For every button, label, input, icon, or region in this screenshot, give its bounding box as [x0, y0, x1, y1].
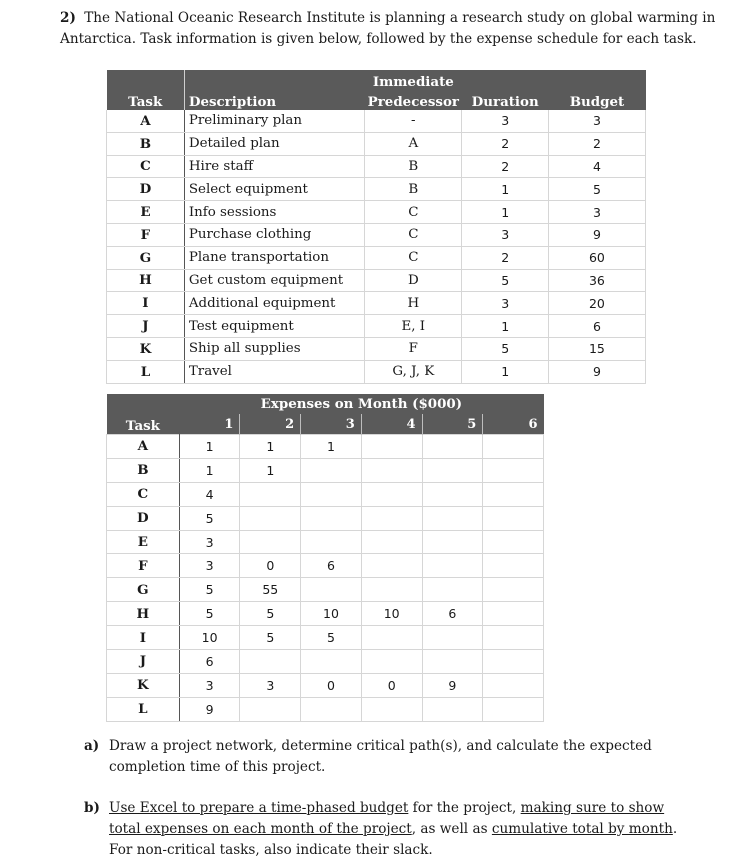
expense-task-cell: A	[107, 435, 180, 459]
question-b-part5: cumulative total by month	[491, 821, 673, 837]
expense-cell	[301, 482, 362, 506]
question-b-label: b)	[84, 800, 100, 816]
predecessor-cell: G, J, K	[365, 360, 462, 383]
expense-cell	[422, 554, 483, 578]
expense-task-cell: G	[107, 578, 180, 602]
question-b-text	[109, 798, 684, 861]
duration-cell: 3	[462, 110, 548, 132]
expense-task-cell: I	[107, 626, 180, 650]
expense-cell: 1	[240, 458, 301, 482]
task-row	[107, 337, 646, 360]
question-b	[84, 798, 684, 861]
duration-cell: 1	[462, 178, 548, 201]
expense-row	[107, 697, 544, 721]
budget-cell: 2	[548, 132, 645, 155]
predecessor-cell: D	[365, 269, 462, 292]
predecessor-cell: E, I	[365, 315, 462, 338]
task-cell: G	[107, 246, 185, 269]
expense-table	[106, 394, 544, 722]
budget-cell: 20	[548, 292, 645, 315]
task-cell: H	[107, 269, 185, 292]
budget-cell: 15	[548, 337, 645, 360]
expense-cell	[361, 554, 422, 578]
expense-title: Expenses on Month ($000)	[179, 394, 543, 414]
task-cell: A	[107, 110, 185, 132]
header-budget: Budget	[548, 90, 645, 110]
description-cell: Ship all supplies	[184, 337, 364, 360]
description-cell: Test equipment	[184, 315, 364, 338]
predecessor-cell: C	[365, 201, 462, 224]
expense-cell	[240, 482, 301, 506]
month-header-2: 2	[240, 414, 301, 435]
expense-cell	[422, 482, 483, 506]
expense-cell: 10	[361, 602, 422, 626]
expense-cell: 3	[179, 554, 240, 578]
description-cell: Travel	[184, 360, 364, 383]
description-cell: Preliminary plan	[184, 110, 364, 132]
month-header-6: 6	[483, 414, 544, 435]
expense-cell	[483, 602, 544, 626]
budget-cell: 60	[548, 246, 645, 269]
task-table	[106, 70, 646, 384]
expense-cell	[483, 626, 544, 650]
expense-cell: 5	[179, 602, 240, 626]
task-cell: F	[107, 223, 185, 246]
expense-cell	[483, 506, 544, 530]
predecessor-cell: B	[365, 178, 462, 201]
problem-number: 2)	[60, 10, 76, 26]
expense-cell: 5	[301, 626, 362, 650]
expense-cell: 6	[301, 554, 362, 578]
question-a	[84, 736, 684, 778]
expense-cell	[301, 458, 362, 482]
duration-cell: 1	[462, 315, 548, 338]
expense-cell: 1	[179, 458, 240, 482]
predecessor-cell: C	[365, 223, 462, 246]
expense-cell: 4	[179, 482, 240, 506]
description-cell: Additional equipment	[184, 292, 364, 315]
expense-cell	[483, 650, 544, 674]
expense-cell	[361, 697, 422, 721]
expense-row	[107, 602, 544, 626]
expense-cell: 3	[179, 673, 240, 697]
question-a-label: a)	[84, 738, 100, 754]
expense-cell: 1	[179, 435, 240, 459]
predecessor-cell: C	[365, 246, 462, 269]
task-cell: J	[107, 315, 185, 338]
expense-cell	[422, 458, 483, 482]
expense-cell	[422, 435, 483, 459]
header-task: Task	[107, 90, 185, 110]
budget-cell: 9	[548, 223, 645, 246]
task-row	[107, 110, 646, 132]
expense-cell: 9	[422, 673, 483, 697]
expense-cell: 3	[240, 673, 301, 697]
expense-cell	[240, 697, 301, 721]
expense-cell	[240, 650, 301, 674]
expense-cell: 5	[240, 602, 301, 626]
task-cell: K	[107, 337, 185, 360]
expense-cell	[422, 626, 483, 650]
expense-row	[107, 578, 544, 602]
task-cell: D	[107, 178, 185, 201]
description-cell: Info sessions	[184, 201, 364, 224]
duration-cell: 1	[462, 360, 548, 383]
duration-cell: 3	[462, 292, 548, 315]
expense-row	[107, 650, 544, 674]
description-cell: Purchase clothing	[184, 223, 364, 246]
header-description: Description	[184, 90, 364, 110]
expense-cell	[361, 650, 422, 674]
expense-cell	[301, 530, 362, 554]
expense-cell	[483, 554, 544, 578]
expense-cell	[483, 673, 544, 697]
task-row	[107, 315, 646, 338]
expense-cell	[422, 506, 483, 530]
month-header-1: 1	[179, 414, 240, 435]
duration-cell: 2	[462, 155, 548, 178]
expense-task-cell: K	[107, 673, 180, 697]
task-cell: B	[107, 132, 185, 155]
header-predecessor-line2: Predecessor	[365, 90, 462, 110]
task-row	[107, 132, 646, 155]
budget-cell: 3	[548, 110, 645, 132]
task-cell: C	[107, 155, 185, 178]
predecessor-cell: -	[365, 110, 462, 132]
expense-row	[107, 482, 544, 506]
expense-cell: 10	[301, 602, 362, 626]
expense-cell: 1	[301, 435, 362, 459]
header-duration: Duration	[462, 90, 548, 110]
expense-cell: 10	[179, 626, 240, 650]
month-header-3: 3	[301, 414, 362, 435]
expense-cell	[240, 506, 301, 530]
task-row	[107, 201, 646, 224]
description-cell: Detailed plan	[184, 132, 364, 155]
expense-cell	[422, 697, 483, 721]
predecessor-cell: A	[365, 132, 462, 155]
expense-row	[107, 435, 544, 459]
expense-cell	[422, 650, 483, 674]
expense-cell	[361, 482, 422, 506]
expense-cell	[361, 578, 422, 602]
expense-cell: 0	[301, 673, 362, 697]
expense-cell: 9	[179, 697, 240, 721]
budget-cell: 6	[548, 315, 645, 338]
expense-cell	[301, 506, 362, 530]
expense-task-cell: J	[107, 650, 180, 674]
expense-cell: 1	[240, 435, 301, 459]
task-cell: E	[107, 201, 185, 224]
task-row	[107, 360, 646, 383]
budget-cell: 36	[548, 269, 645, 292]
description-cell: Select equipment	[184, 178, 364, 201]
header-predecessor-line1: Immediate	[365, 70, 462, 90]
month-header-5: 5	[422, 414, 483, 435]
expense-task-cell: B	[107, 458, 180, 482]
expense-cell: 55	[240, 578, 301, 602]
expense-cell	[483, 435, 544, 459]
expense-cell: 5	[179, 578, 240, 602]
expense-cell	[301, 578, 362, 602]
budget-cell: 4	[548, 155, 645, 178]
duration-cell: 2	[462, 246, 548, 269]
question-b-part3: making sure to show total expenses on each month of the project	[109, 800, 665, 837]
expense-task-cell: E	[107, 530, 180, 554]
expense-task-cell: L	[107, 697, 180, 721]
task-row	[107, 223, 646, 246]
month-header-4: 4	[361, 414, 422, 435]
expense-task-cell: F	[107, 554, 180, 578]
expense-cell	[483, 578, 544, 602]
question-b-part4: , as well as	[411, 821, 492, 837]
predecessor-cell: B	[365, 155, 462, 178]
description-cell: Hire staff	[184, 155, 364, 178]
predecessor-cell: F	[365, 337, 462, 360]
predecessor-cell: H	[365, 292, 462, 315]
expense-cell: 5	[179, 506, 240, 530]
expense-cell	[483, 458, 544, 482]
expense-cell	[301, 697, 362, 721]
duration-cell: 5	[462, 269, 548, 292]
expense-cell	[240, 530, 301, 554]
expense-task-cell: C	[107, 482, 180, 506]
question-b-part6: . For non-critical tasks, also indicate their slack.	[109, 821, 678, 858]
expense-row	[107, 530, 544, 554]
expense-cell	[361, 435, 422, 459]
problem-text: The National Oceanic Research Institute is planning a research study on global warming in Antarctica. Task information is given below, followed by the expense schedule for each task.	[60, 10, 716, 47]
expense-cell: 0	[361, 673, 422, 697]
task-row	[107, 178, 646, 201]
task-row	[107, 246, 646, 269]
task-row	[107, 155, 646, 178]
expense-cell	[483, 530, 544, 554]
question-b-part1: Use Excel to prepare a time-phased budget	[109, 800, 409, 816]
expense-row	[107, 458, 544, 482]
expense-row	[107, 506, 544, 530]
problem-intro	[60, 8, 720, 50]
description-cell: Get custom equipment	[184, 269, 364, 292]
question-a-text: Draw a project network, determine critical path(s), and calculate the expected completion time of this project.	[109, 738, 652, 775]
expense-cell	[422, 530, 483, 554]
expense-cell	[301, 650, 362, 674]
duration-cell: 5	[462, 337, 548, 360]
duration-cell: 3	[462, 223, 548, 246]
task-cell: I	[107, 292, 185, 315]
duration-cell: 1	[462, 201, 548, 224]
expense-task-cell: D	[107, 506, 180, 530]
task-row	[107, 269, 646, 292]
question-b-part2: for the project,	[408, 800, 521, 816]
expense-cell	[483, 482, 544, 506]
duration-cell: 2	[462, 132, 548, 155]
expense-cell: 0	[240, 554, 301, 578]
expense-row	[107, 554, 544, 578]
expense-cell	[361, 458, 422, 482]
expense-cell	[361, 506, 422, 530]
expense-task-cell: H	[107, 602, 180, 626]
expense-cell: 6	[422, 602, 483, 626]
task-row	[107, 292, 646, 315]
task-cell: L	[107, 360, 185, 383]
expense-cell: 3	[179, 530, 240, 554]
expense-row	[107, 673, 544, 697]
expense-cell	[422, 578, 483, 602]
description-cell: Plane transportation	[184, 246, 364, 269]
expense-row	[107, 626, 544, 650]
budget-cell: 9	[548, 360, 645, 383]
expense-cell: 5	[240, 626, 301, 650]
expense-cell	[361, 530, 422, 554]
expense-cell	[483, 697, 544, 721]
expense-cell: 6	[179, 650, 240, 674]
budget-cell: 3	[548, 201, 645, 224]
budget-cell: 5	[548, 178, 645, 201]
expense-cell	[361, 626, 422, 650]
expense-header-task: Task	[107, 394, 180, 435]
